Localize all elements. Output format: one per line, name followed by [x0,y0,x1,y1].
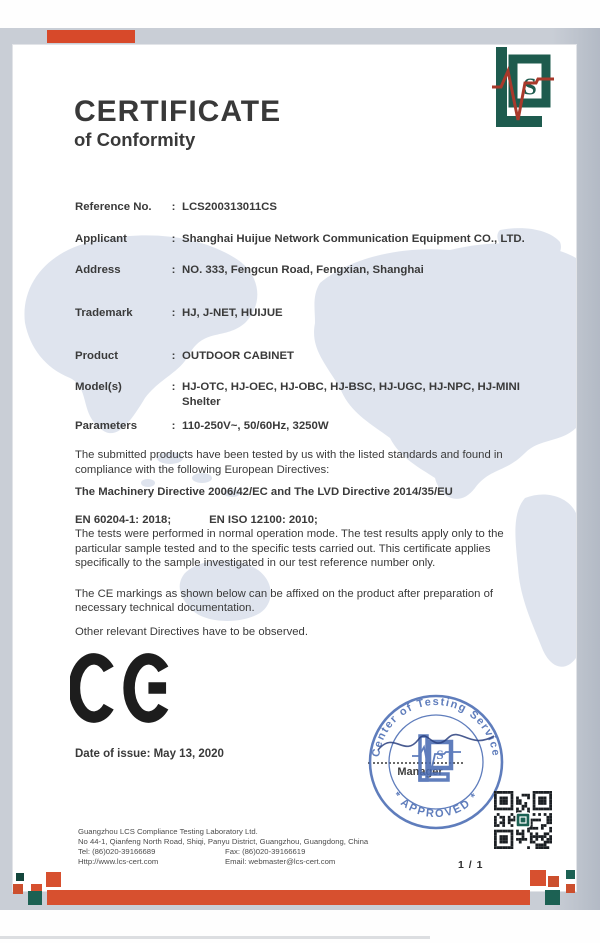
title-sub: of Conformity [74,129,196,150]
deco-square [545,890,560,905]
field-value: OUTDOOR CABINET [182,350,295,362]
scan-artifact [0,936,430,939]
intro-paragraph: The submitted products have been tested by us with the listed standards and found in compliance with the following European Directives: [75,449,503,476]
bottom-accent-bar [47,890,530,905]
deco-square [566,884,575,893]
footer-company: Guangzhou LCS Compliance Testing Laboratory Ltd. [78,827,258,836]
footer-web: Http://www.lcs-cert.com [78,857,159,866]
body-text [75,448,545,639]
title-main: CERTIFICATE [74,95,282,128]
lcs-logo-icon [492,44,554,136]
qr-code [494,791,552,849]
svg-text:S: S [436,747,444,762]
field-product: Product : OUTDOOR CABINET [75,349,545,364]
footer-web-email [78,857,478,867]
field-value: NO. 333, Fengcun Road, Fengxian, Shanghai [182,264,424,276]
standards-line [75,513,545,528]
signature-role-label: Manager [397,766,443,778]
ce-mark-icon [70,648,174,728]
page-number: 1 / 1 [458,859,484,871]
field-label: Address [75,264,121,276]
footer-email: Email: webmaster@lcs-cert.com [225,857,336,866]
field-value: Shanghai Huijue Network Communication Equipment CO., LTD. [182,233,525,245]
footer-fax: Fax: (86)020-39166619 [225,847,306,856]
field-label: Trademark [75,307,133,319]
ce-note-paragraph: The CE markings as shown below can be affixed on the product after preparation of necessary technical documentation. [75,587,494,614]
standard-1: EN 60204-1: 2018; [75,513,172,526]
field-value: HJ, J-NET, HUIJUE [182,307,283,319]
field-value: HJ-OTC, HJ-OEC, HJ-OBC, HJ-BSC, HJ-UGC, HJ-NPC, HJ-MINI Shelter [182,381,520,408]
stamp-bottom-text: * APPROVED * [390,789,482,821]
field-label: Applicant [75,233,127,245]
field-label: Parameters [75,420,138,432]
field-models: Model(s) : HJ-OTC, HJ-OEC, HJ-OBC, HJ-BSC, HJ-UGC, HJ-NPC, HJ-MINI Shelter [75,380,545,409]
deco-square [13,884,23,894]
standard-2: EN ISO 12100: 2010; [209,513,318,526]
field-address: Address : NO. 333, Fengcun Road, Fengxian, Shanghai [75,263,545,278]
certificate-title [74,96,281,151]
top-accent-bar [47,30,135,43]
deco-square [28,891,42,905]
logo-letter: S [523,74,537,101]
footer-tel: Tel: (86)020-39166689 [78,847,156,856]
issue-date: Date of issue: May 13, 2020 [75,748,224,760]
other-directives-paragraph: Other relevant Directives have to be observed. [75,625,308,638]
field-applicant: Applicant : Shanghai Huijue Network Communication Equipment CO., LTD. [75,232,545,247]
footer-tel-fax [78,847,478,857]
field-label: Product [75,350,119,362]
field-trademark: Trademark : HJ, J-NET, HUIJUE [75,306,545,321]
footer-address: No 44-1, Qianfeng North Road, Shiqi, Panyu District, Guangzhou, Guangdong, China [78,837,369,846]
field-label: Reference No. [75,201,152,213]
deco-square [530,870,546,886]
footer [78,827,478,867]
directives-line: The Machinery Directive 2006/42/EC and The LVD Directive 2014/35/EU [75,486,453,498]
field-parameters: Parameters : 110-250V~, 50/60Hz, 3250W [75,419,545,434]
stamp-top-text: Center of Testing Service [370,695,502,758]
field-value: 110-250V~, 50/60Hz, 3250W [182,420,329,432]
field-reference: Reference No. : LCS200313011CS [75,200,545,215]
deco-square [566,870,575,879]
handwritten-signature [366,692,506,832]
deco-square [548,876,559,887]
test-note-paragraph: The tests were performed in normal operation mode. The test results apply only to the particular sample tested and to the specific tests carried out. This certificate applies specifically to the sample investigated in our test reference number only. [75,528,504,569]
field-value: LCS200313011CS [182,201,277,213]
deco-square [16,873,24,881]
deco-square [46,872,61,887]
field-label: Model(s) [75,381,122,393]
